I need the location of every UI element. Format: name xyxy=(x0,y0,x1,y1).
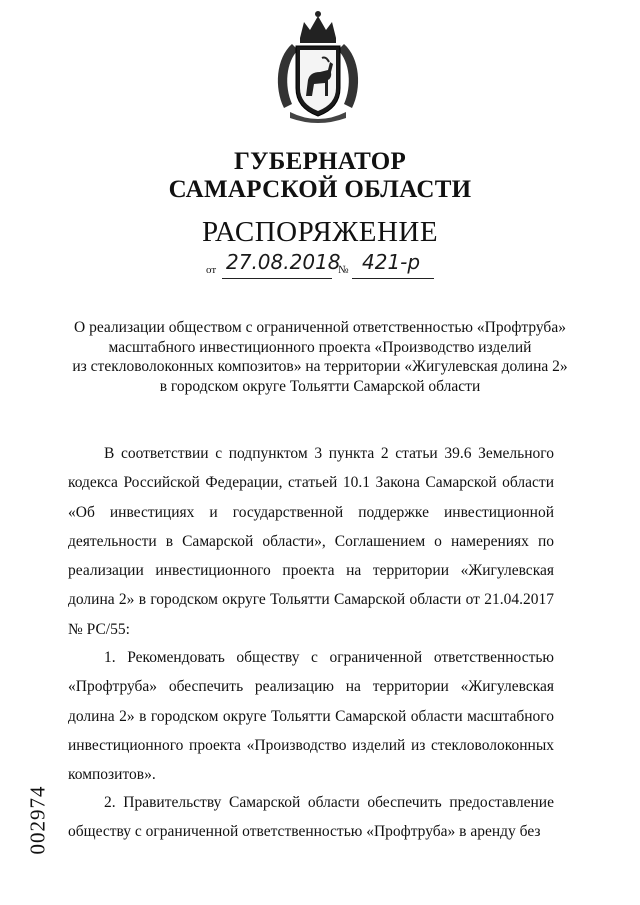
registration-number xyxy=(26,770,50,870)
number-underline xyxy=(352,278,434,279)
number-prefix: № xyxy=(338,264,349,276)
clause-2-paragraph xyxy=(68,788,554,847)
date-prefix: от xyxy=(206,264,217,276)
clause-2-text: 2. Правительству Самарской области обеспечить предоставление обществу с ограниченной ответственностью «Профтруба» в аренду без xyxy=(68,794,554,841)
document-type: РАСПОРЯЖЕНИЕ xyxy=(201,216,439,248)
clause-1-paragraph xyxy=(68,643,554,789)
issuer-region: САМАРСКОЙ ОБЛАСТИ xyxy=(168,176,472,203)
date-underline xyxy=(222,278,332,279)
subject-line: масштабного инвестиционного проекта «Производство изделий xyxy=(108,338,532,356)
handwritten-number: 421-р xyxy=(362,250,421,274)
subject-line: в городском округе Тольятти Самарской области xyxy=(159,377,481,395)
handwritten-date: 27.08.2018 xyxy=(226,250,341,274)
clause-1-text: 1. Рекомендовать обществу с ограниченной ответственностью «Профтруба» обеспечить реализацию на территории «Жигулевская долина 2» в городском округе Тольятти Самарской области масштабного инвестиционного проекта «Производство изделий из стекловолоконных композитов». xyxy=(68,649,554,784)
preamble-paragraph xyxy=(68,439,554,644)
issuer-title: ГУБЕРНАТОР xyxy=(233,148,407,175)
samara-coat-of-arms-icon xyxy=(270,8,366,126)
document-subject xyxy=(40,318,600,396)
registration-number-text: 002974 xyxy=(25,785,50,855)
subject-line: из стекловолоконных композитов» на территории «Жигулевская долина 2» xyxy=(72,358,568,375)
preamble-text: В соответствии с подпунктом 3 пункта 2 статьи 39.6 Земельного кодекса Российской Федерации, статьей 10.1 Закона Самарской области «Об инвестициях и государственной поддержке инвестиционной деятельности в Самарской области», Соглашением о намерениях по реализации инвестиционного проекта на территории «Жигулевская долина 2» в городском округе Тольятти Самарской области от 21.04.2017 № РС/55: xyxy=(68,445,554,638)
subject-line: О реализации обществом с ограниченной ответственностью «Профтруба» xyxy=(74,319,566,336)
